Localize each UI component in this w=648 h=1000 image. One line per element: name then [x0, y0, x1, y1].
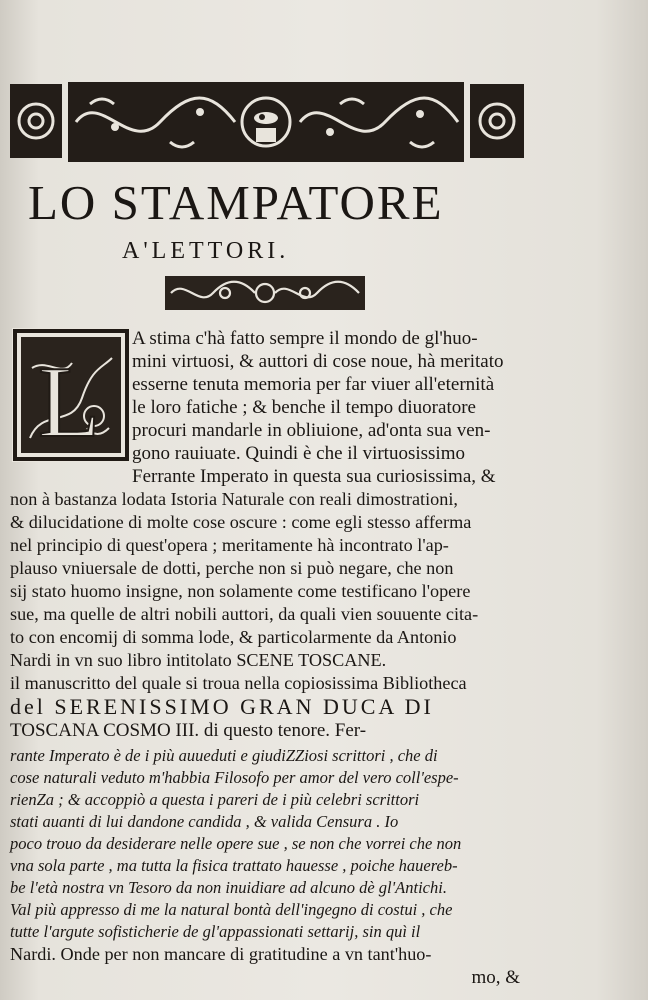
text-line: TOSCANA COSMO III. di questo tenore. Fer-: [10, 720, 367, 741]
text-line: del SERENISSIMO GRAN DUCA DI: [10, 694, 434, 719]
text-line: il manuscritto del quale si troua nella copiosissima Bibliotheca: [10, 673, 467, 693]
text-line: be l'età nostra vn Tesoro da non inuidiare ad alcuno dè gl'Antichi.: [10, 878, 447, 897]
decorative-ornament: [165, 274, 365, 312]
text-line: esserne tenuta memoria per far viuer all'eternità: [132, 374, 495, 395]
page-subtitle: A'LETTORI.: [122, 238, 290, 264]
text-line: poco trouo da desiderare nelle opere sue , se non che vorrei che non: [10, 834, 462, 853]
page-title: LO STAMPATORE: [28, 175, 444, 230]
text-line: plauso vniuersale de dotti, perche non si può negare, che non: [10, 558, 454, 578]
text-line: cose naturali veduto m'habbia Filosofo per amor del vero coll'espe-: [10, 768, 459, 787]
text-line: sue, ma quelle de altri nobili auttori, da quali vien souuente cita-: [10, 604, 479, 624]
text-line: procuri mandarle in obliuione, ad'onta sua ven-: [132, 420, 491, 441]
catchword-line: mo, &: [471, 967, 520, 988]
text-line: sij stato huomo insigne, non solamente come testificano l'opere: [10, 581, 471, 601]
text-line: stati auanti di lui dandone candida , & valida Censura . Io: [10, 812, 399, 831]
text-line: le loro fatiche ; & benche il tempo diuoratore: [132, 397, 476, 418]
text-line: Ferrante Imperato in questa sua curiosissima, &: [132, 466, 496, 487]
text-line: Nardi. Onde per non mancare di gratitudine a vn tant'huo-: [10, 944, 432, 964]
text-line: Val più appresso di me la natural bontà dell'ingegno di costui , che: [10, 900, 453, 919]
text-line: vna sola parte , ma tutta la fisica trattato hauesse , poiche hauereb-: [10, 856, 458, 875]
svg-text:L: L: [38, 346, 101, 459]
text-line: to con encomij di somma lode, & particolarmente da Antonio: [10, 627, 457, 647]
text-line: rante Imperato è de i più auueduti e giudiZZiosi scrittori , che di: [10, 746, 438, 765]
text-line: rienZa ; & accoppiò a questa i pareri de i più celebri scrittori: [10, 790, 420, 809]
text-line: nel principio di quest'opera ; meritamente hà incontrato l'ap-: [10, 535, 449, 555]
text-line: A stima c'hà fatto sempre il mondo de gl'huo-: [132, 328, 478, 349]
text-line: mini virtuosi, & auttori di cose noue, hà meritato: [132, 351, 504, 372]
text-line: Nardi in vn suo libro intitolato SCENE TOSCANE.: [10, 650, 387, 670]
text-line: & dilucidatione di molte cose oscure : come egli stesso afferma: [10, 512, 472, 532]
text-line: non à bastanza lodata Istoria Naturale con reali dimostrationi,: [10, 489, 458, 509]
text-line: gono rauiuate. Quindi è che il virtuosissimo: [132, 443, 465, 464]
text-line: tutte l'argute sofisticherie de gl'appassionati settarij, sin quì il: [10, 922, 421, 941]
decorative-headpiece: [10, 82, 524, 162]
decorated-initial-l: [12, 328, 130, 462]
